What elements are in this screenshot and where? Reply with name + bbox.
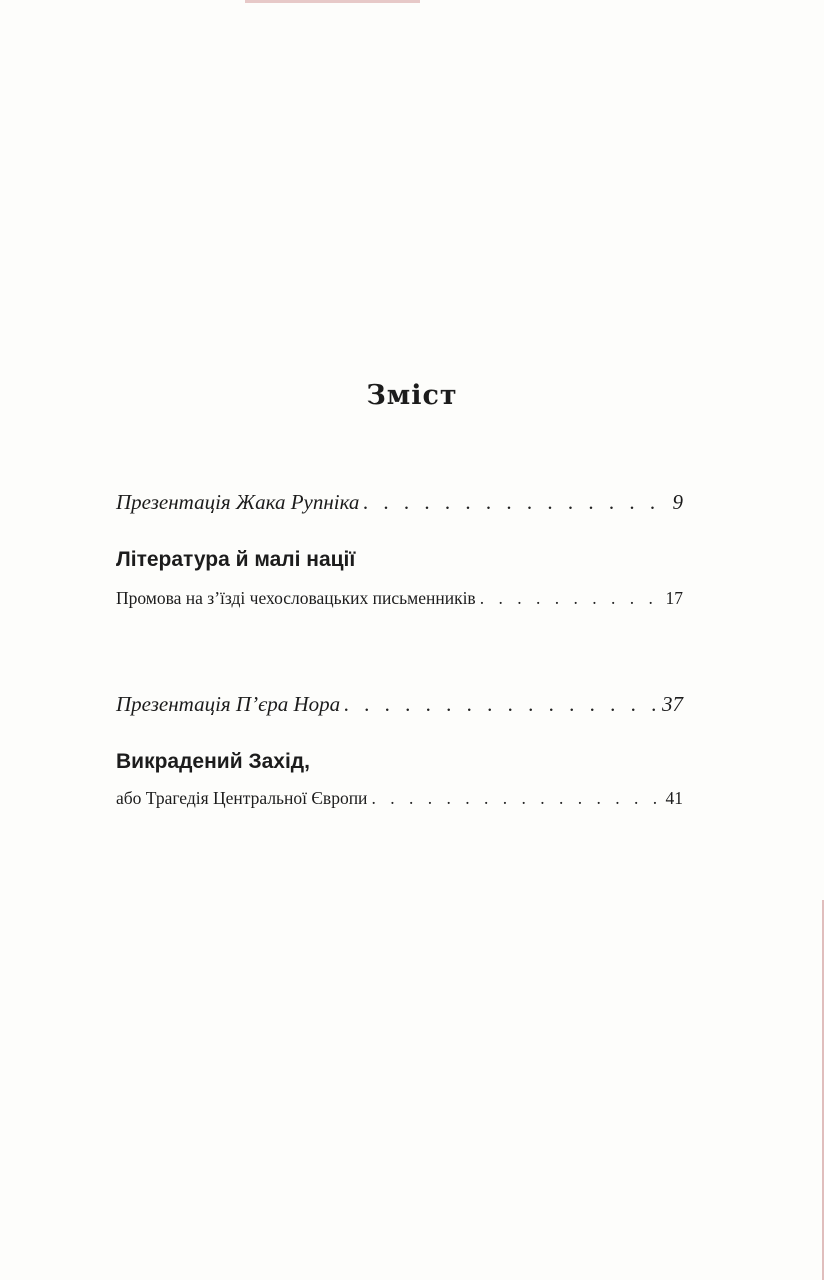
page-top-edge <box>245 0 420 3</box>
toc-page-number: 41 <box>665 788 683 808</box>
toc-entry-rupnik <box>116 490 683 515</box>
toc-entry-speech <box>116 588 683 609</box>
toc-title: Зміст <box>366 380 458 411</box>
toc-entry-label: Презентація П’єра Нора <box>116 692 341 716</box>
leader-dots <box>371 788 661 809</box>
toc-section-heading-literature: Література й малі нації <box>116 548 356 571</box>
toc-section-heading-west: Викрадений Захід, <box>116 750 310 773</box>
toc-page-number: 17 <box>665 588 683 608</box>
toc-entry-nora <box>116 692 683 717</box>
toc-page-number: 37 <box>662 692 683 716</box>
toc-page-number: 9 <box>672 490 683 514</box>
toc-entry-label: Промова на з’їзді чехословацьких письменників <box>116 588 476 608</box>
leader-dots <box>344 692 658 717</box>
leader-dots <box>480 588 662 609</box>
toc-entry-label: або Трагедія Центральної Європи <box>116 788 368 808</box>
leader-dots <box>363 490 668 515</box>
toc-entry-tragedy <box>116 788 683 809</box>
toc-entry-label: Презентація Жака Рупніка <box>116 490 360 514</box>
